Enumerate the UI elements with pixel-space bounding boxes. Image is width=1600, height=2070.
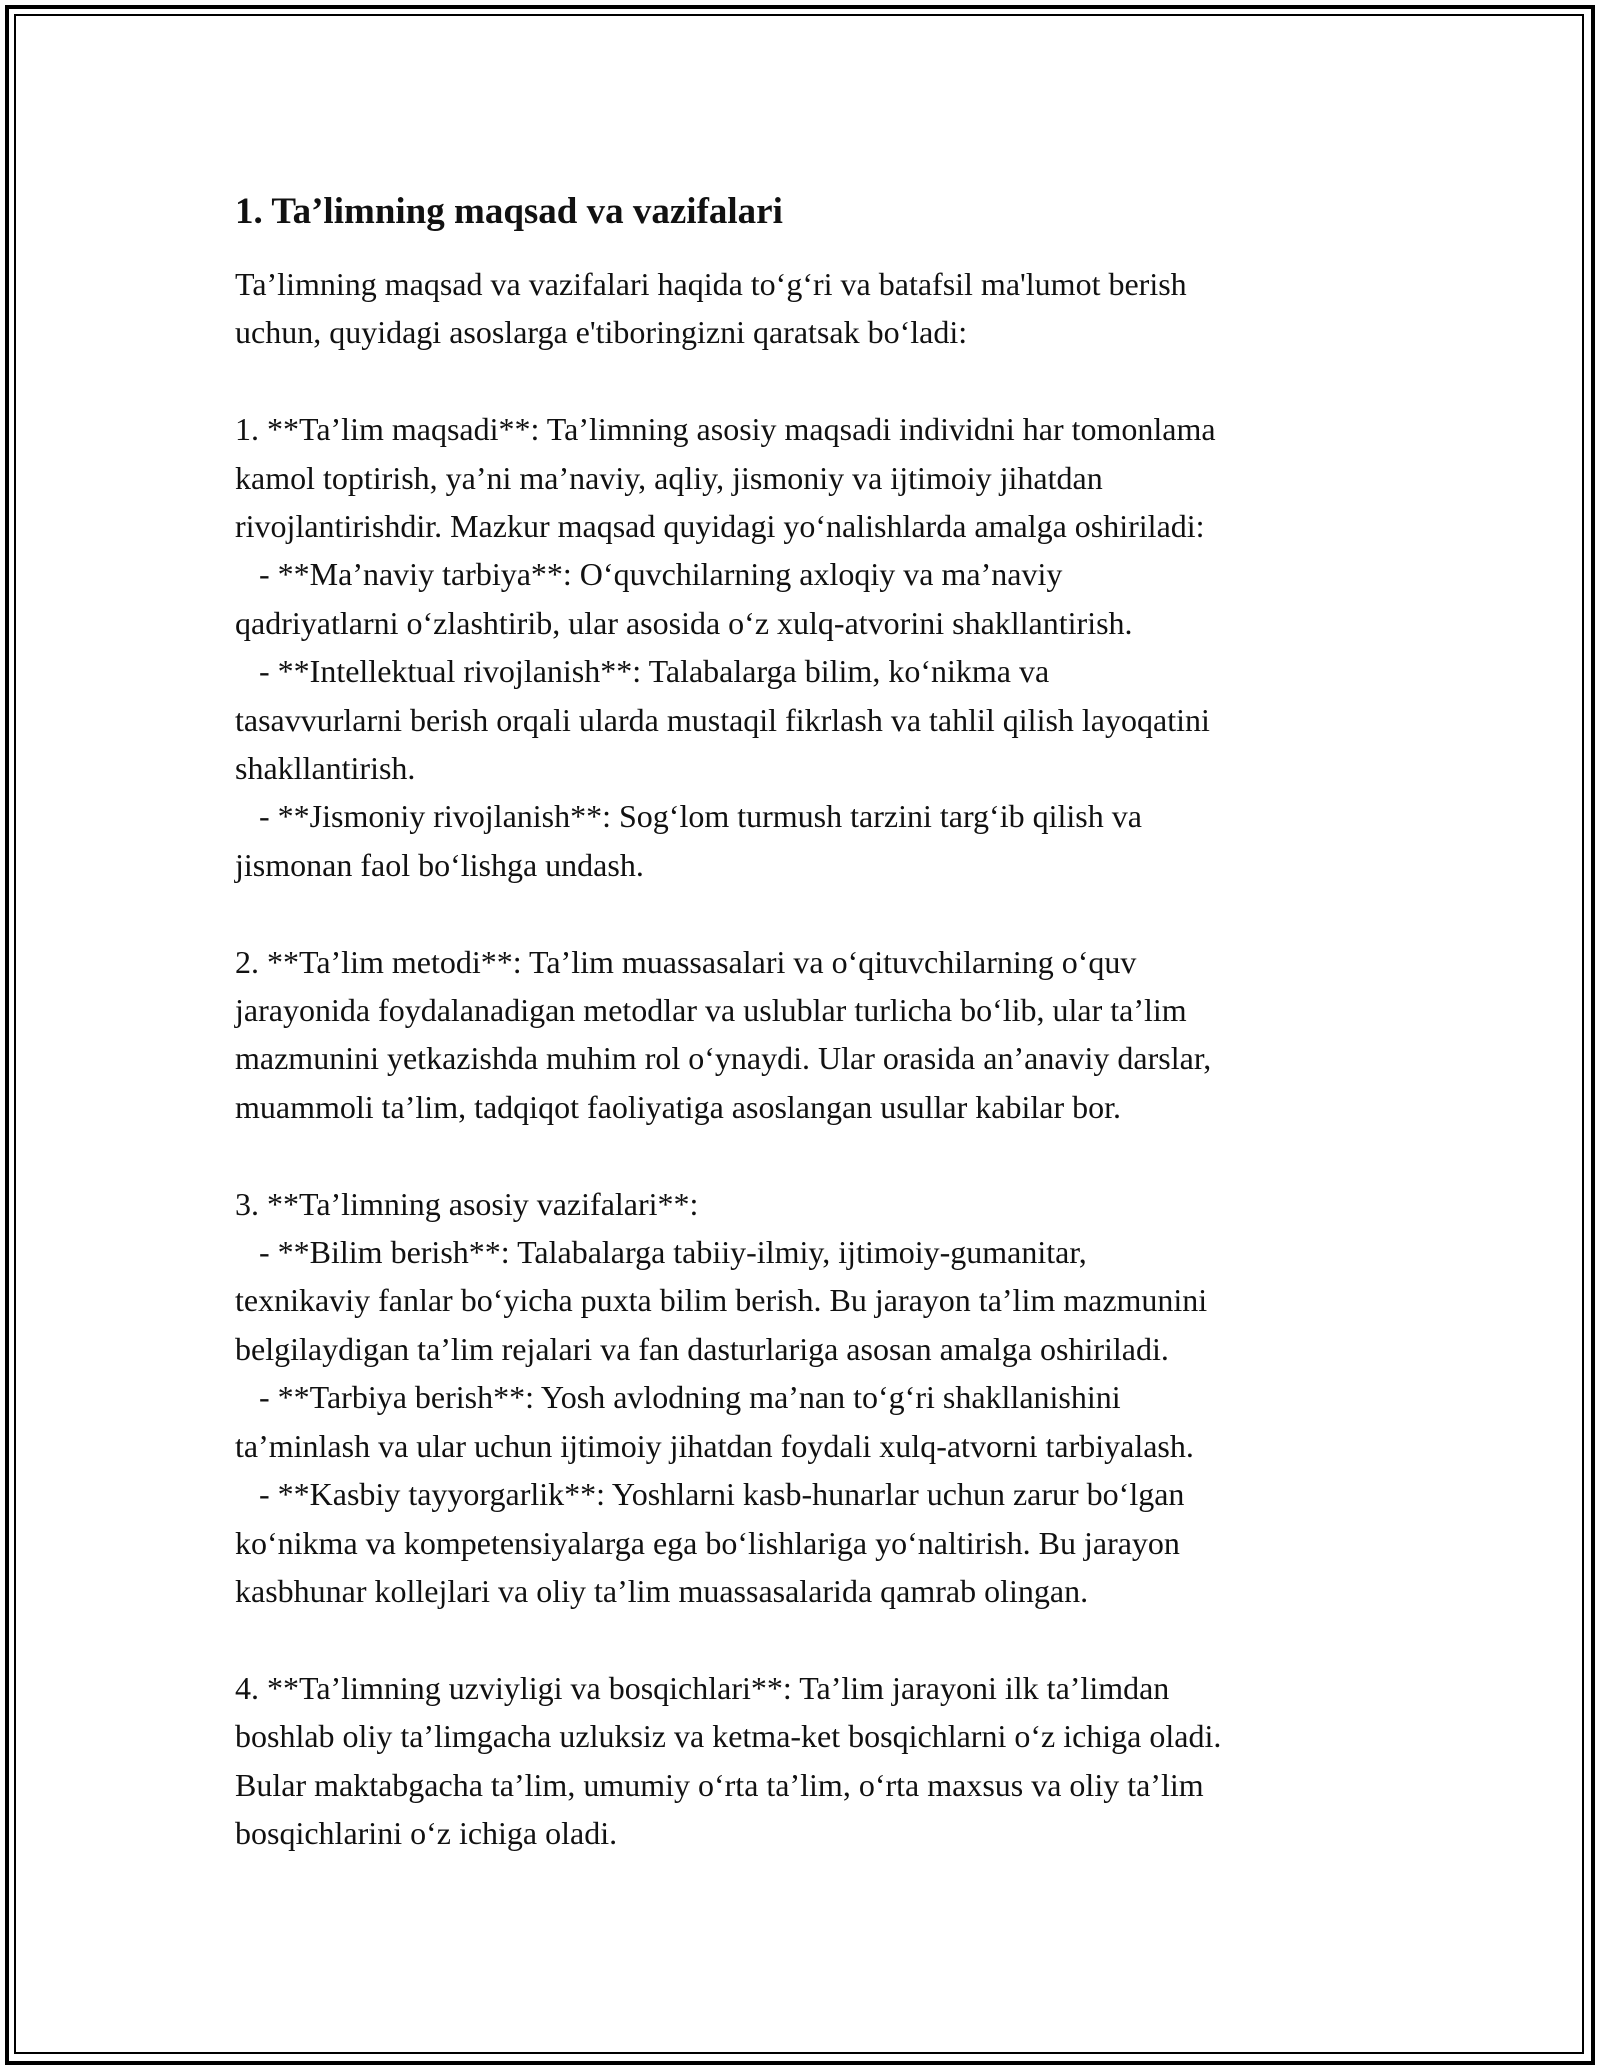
- document-title: 1. Ta’limning maqsad va vazifalari: [235, 191, 783, 232]
- paragraph-spacer: [235, 357, 1395, 405]
- text-line: jismonan faol bo‘lishga undash.: [235, 846, 644, 883]
- text-line: 4. **Ta’limning uzviyligi va bosqichlari**: Ta’lim jarayoni ilk ta’limdan: [235, 1669, 1170, 1706]
- text-line: mazmunini yetkazishda muhim rol o‘ynaydi. Ular orasida an’anaviy darslar,: [235, 1040, 1212, 1077]
- text-line: ta’minlash va ular uchun ijtimoiy jihatdan foydali xulq-atvorni tarbiyalash.: [235, 1427, 1194, 1464]
- text-line: 1. **Ta’lim maqsadi**: Ta’limning asosiy maqsadi individni har tomonlama: [235, 411, 1216, 448]
- paragraph-section-4: [235, 1664, 1395, 1858]
- text-line: - **Ma’naviy tarbiya**: O‘quvchilarning axloqiy va ma’naviy: [235, 556, 1063, 593]
- document-body: [235, 260, 1395, 1857]
- paragraph-section-1: [235, 405, 1395, 889]
- text-line: rivojlantirishdir. Mazkur maqsad quyidagi yo‘nalishlarda amalga oshiriladi:: [235, 508, 1205, 545]
- text-line: ko‘nikma va kompetensiyalarga ega bo‘lishlariga yo‘naltirish. Bu jarayon: [235, 1524, 1180, 1561]
- paragraph-spacer: [235, 1131, 1395, 1179]
- text-line: Ta’limning maqsad va vazifalari haqida to‘g‘ri va batafsil ma'lumot berish: [235, 266, 1187, 302]
- text-line: - **Jismoniy rivojlanish**: Sog‘lom turmush tarzini targ‘ib qilish va: [235, 798, 1142, 835]
- document-content: [235, 188, 1395, 1857]
- paragraph-section-2: [235, 938, 1395, 1132]
- text-line: - **Bilim berish**: Talabalarga tabiiy-ilmiy, ijtimoiy-gumanitar,: [235, 1234, 1087, 1271]
- text-line: muammoli ta’lim, tadqiqot faoliyatiga asoslangan usullar kabilar bor.: [235, 1088, 1122, 1125]
- text-line: Bular maktabgacha ta’lim, umumiy o‘rta ta’lim, o‘rta maxsus va oliy ta’lim: [235, 1766, 1204, 1803]
- paragraph-spacer: [235, 1615, 1395, 1663]
- text-line: tasavvurlarni berish orqali ularda mustaqil fikrlash va tahlil qilish layoqatini: [235, 701, 1210, 738]
- text-line: boshlab oliy ta’limgacha uzluksiz va ketma-ket bosqichlarni o‘z ichiga oladi.: [235, 1718, 1222, 1755]
- text-line: jarayonida foydalanadigan metodlar va uslublar turlicha bo‘lib, ular ta’lim: [235, 992, 1187, 1029]
- paragraph-intro: [235, 260, 1395, 357]
- text-line: uchun, quyidagi asoslarga e'tiboringizni qaratsak bo‘ladi:: [235, 314, 968, 351]
- text-line: texnikaviy fanlar bo‘yicha puxta bilim berish. Bu jarayon ta’lim mazmunini: [235, 1282, 1208, 1319]
- text-line: kamol toptirish, ya’ni ma’naviy, aqliy, jismoniy va ijtimoiy jihatdan: [235, 459, 1103, 496]
- paragraph-spacer: [235, 889, 1395, 937]
- text-line: shakllantirish.: [235, 750, 416, 787]
- text-line: 2. **Ta’lim metodi**: Ta’lim muassasalari va o‘qituvchilarning o‘quv: [235, 943, 1137, 980]
- paragraph-section-3: [235, 1180, 1395, 1616]
- text-line: - **Tarbiya berish**: Yosh avlodning ma’nan to‘g‘ri shakllanishini: [235, 1379, 1121, 1416]
- text-line: qadriyatlarni o‘zlashtirib, ular asosida o‘z xulq-atvorini shakllantirish.: [235, 604, 1133, 641]
- text-line: - **Kasbiy tayyorgarlik**: Yoshlarni kasb-hunarlar uchun zarur bo‘lgan: [235, 1476, 1185, 1513]
- text-line: bosqichlarini o‘z ichiga oladi.: [235, 1814, 618, 1851]
- text-line: belgilaydigan ta’lim rejalari va fan dasturlariga asosan amalga oshiriladi.: [235, 1330, 1169, 1367]
- text-line: - **Intellektual rivojlanish**: Talabalarga bilim, ko‘nikma va: [235, 653, 1050, 690]
- text-line: 3. **Ta’limning asosiy vazifalari**:: [235, 1185, 699, 1222]
- text-line: kasbhunar kollejlari va oliy ta’lim muassasalarida qamrab olingan.: [235, 1572, 1089, 1609]
